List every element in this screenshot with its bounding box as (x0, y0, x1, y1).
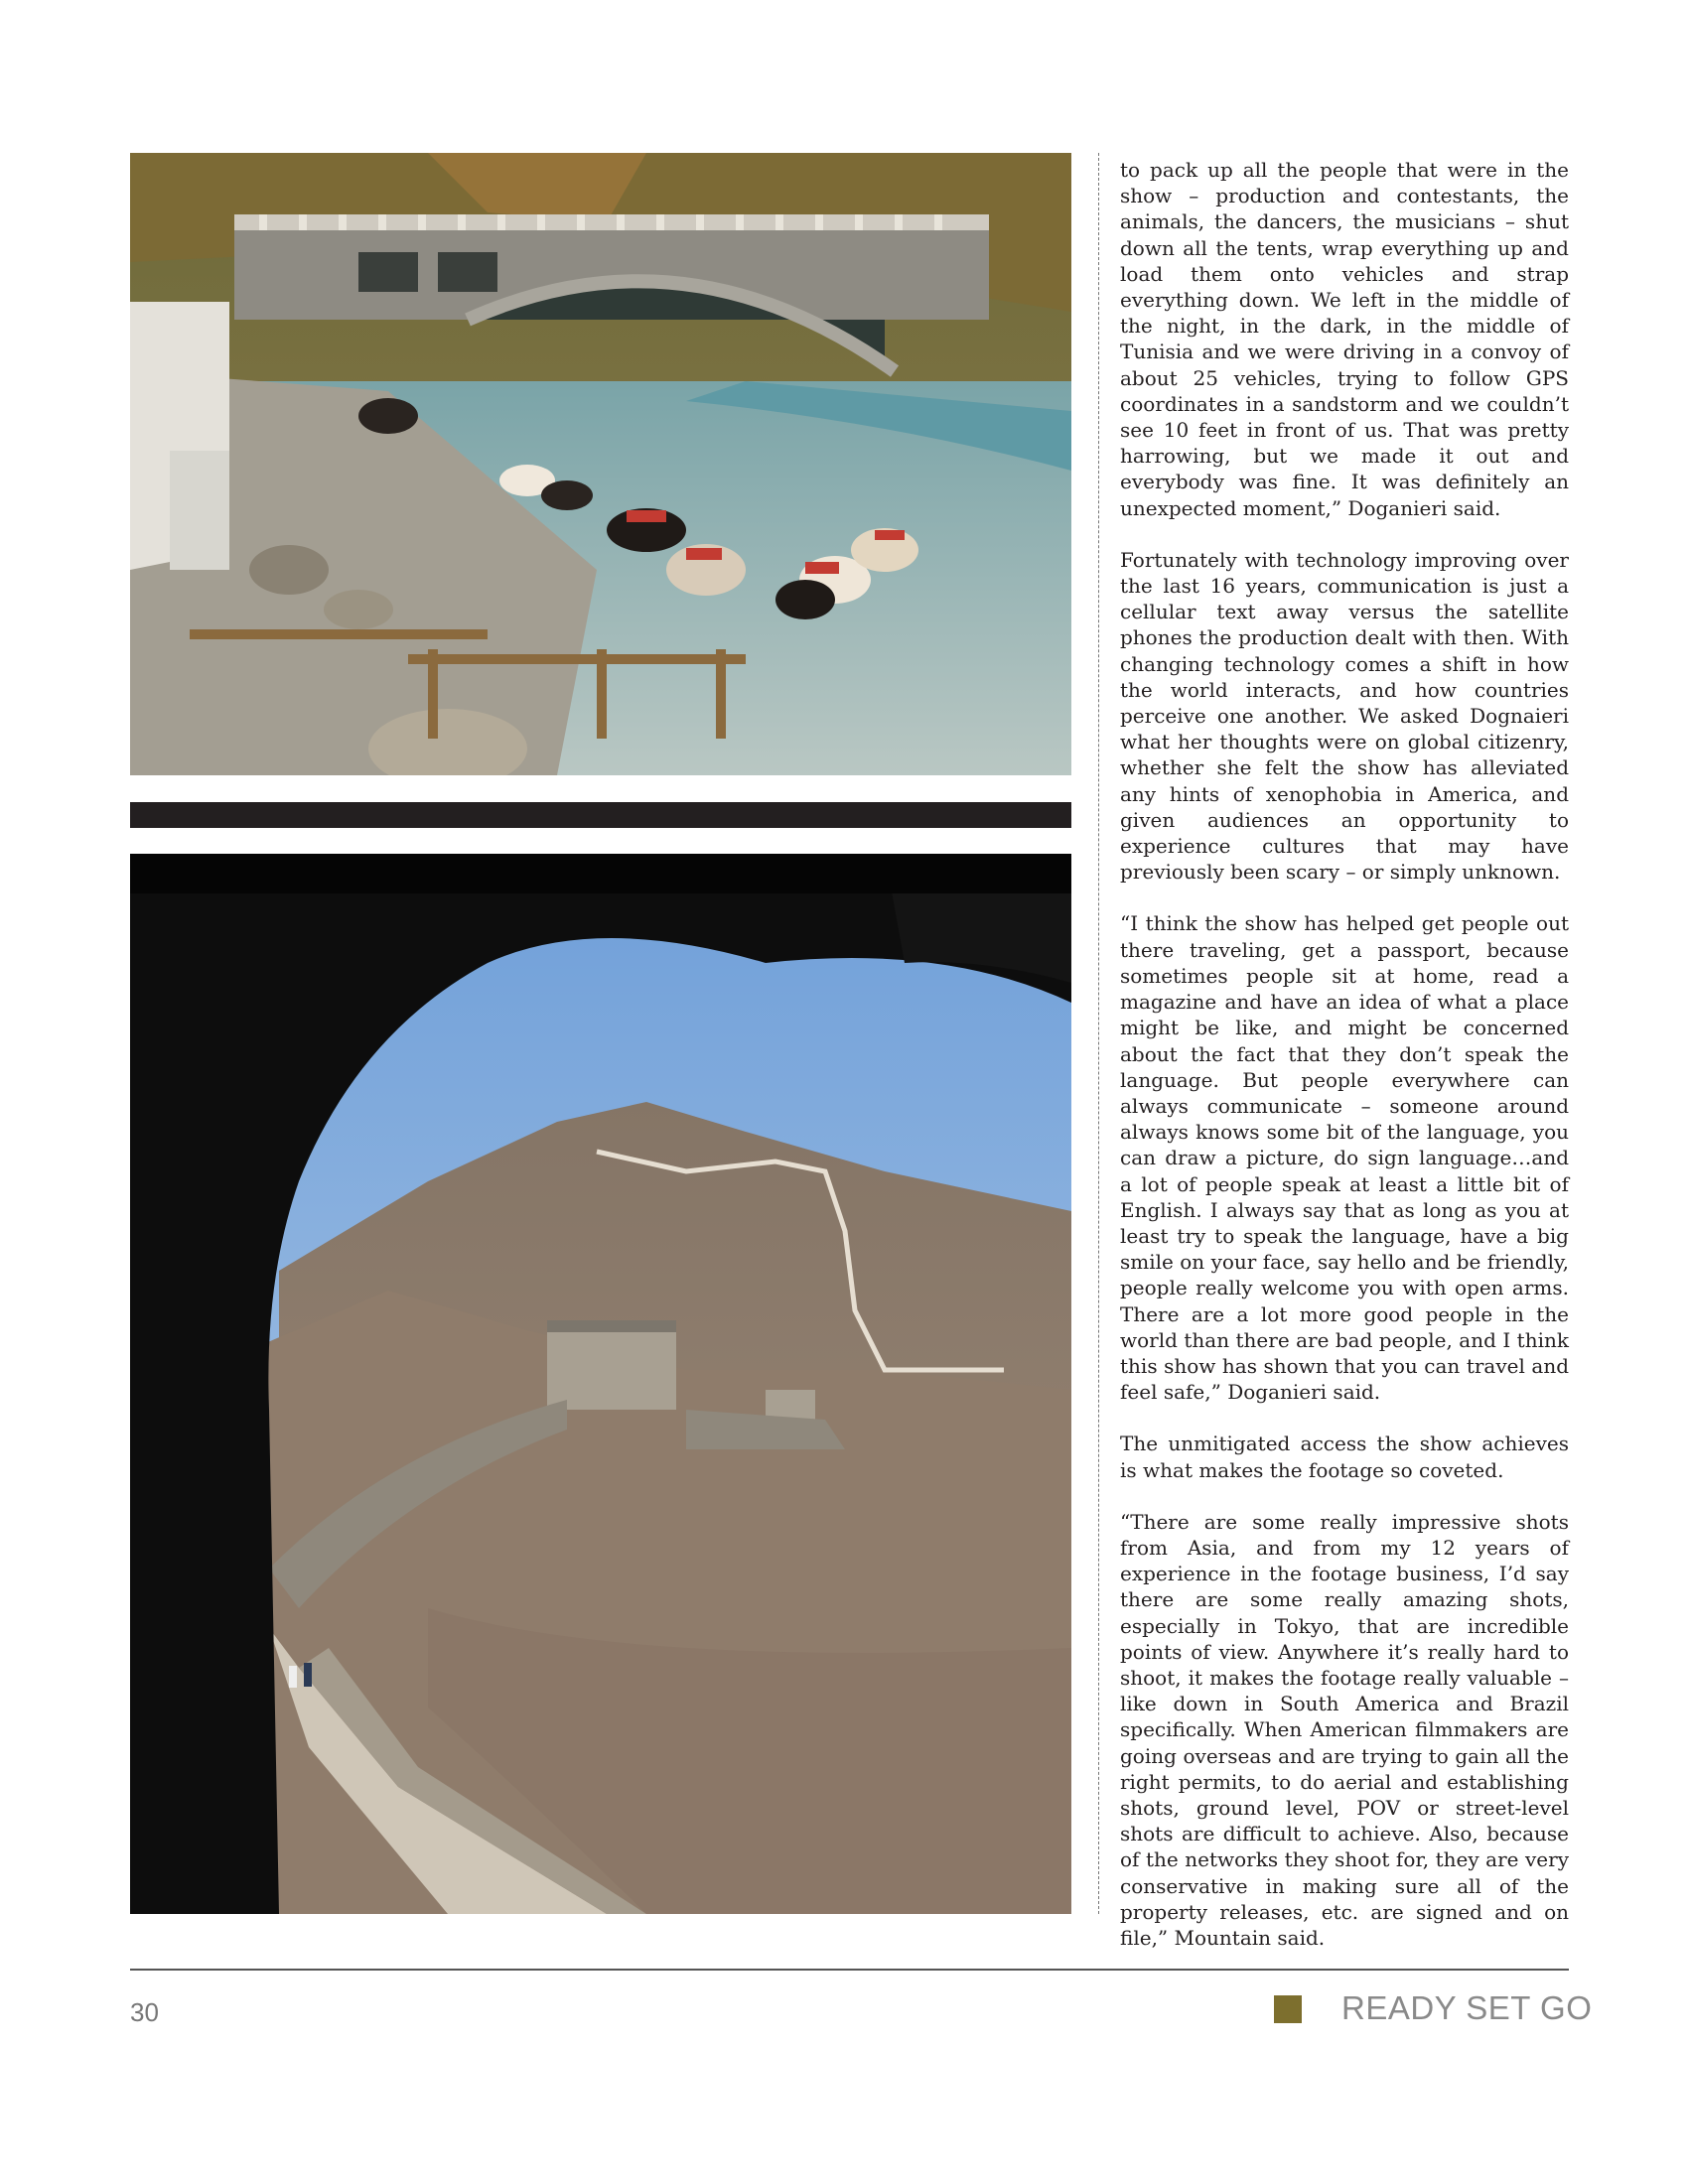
article-paragraph: “There are some really impressive shots from Asia, and from my 12 years of experience in the footage business, I’d say there are some really amazing shots, especially in Tokyo, that are incredible points of view. Anywhere it’s really hard to shoot, it makes the footage really valuable – like down in South America and Brazil specifically. When American filmmakers are going overseas and are trying to gain all the right permits, to do aerial and establishing shots, ground level, POV or street-level shots are difficult to achieve. Also, because of the networks they shoot for, they are very conservative in making sure all of the property releases, etc. are signed and on file,” Mountain said. (1120, 1509, 1569, 1950)
article-paragraph: “I think the show has helped get people out there traveling, get a passport, because sometimes people sit at home, read a magazine and have an idea of what a place might be like, and might be concerned about the fact that they don’t speak the language. But people everywhere can always communicate – someone around always knows some bit of the language, you can draw a picture, do sign language…and a lot of people speak at least a little bit of English. I always say that as long as you at least try to speak the language, have a big smile on your face, say hello and be friendly, people really welcome you with open arms. There are a lot more good people in the world than there are bad people, and I think this show has shown that you can travel and feel safe,” Doganieri said. (1120, 911, 1569, 1405)
article-paragraph: Fortunately with technology improving over the last 16 years, communication is just a cellular text away versus the satellite phones the production dealt with then. With changing technology comes a shift in how the world interacts, and how countries perceive one another. We asked Dognaieri what her thoughts were on global citizenry, whether she felt the show has alleviated any hints of xenophobia in America, and given audiences an opportunity to experience cultures that may have previously been scary – or simply unknown. (1120, 547, 1569, 885)
section-marker-square (1274, 1995, 1302, 2023)
section-title: READY SET GO (1341, 1989, 1593, 2026)
river-bridge-yaks-photo (130, 153, 1071, 775)
article-body (1120, 157, 1569, 1977)
photo-divider-bar (130, 802, 1071, 828)
footer-rule (130, 1969, 1569, 1971)
great-wall-through-arch-photo (130, 854, 1071, 1914)
article-paragraph: to pack up all the people that were in the show – production and contestants, the animals, the dancers, the musicians – shut down all the tents, wrap everything up and load them onto vehicles and strap everything down. We left in the middle of the night, in the dark, in the middle of Tunisia and we were driving in a convoy of about 25 vehicles, trying to follow GPS coordinates in a sandstorm and we couldn’t see 10 feet in front of us. That was pretty harrowing, but we made it out and everybody was fine. It was definitely an unexpected moment,” Doganieri said. (1120, 158, 1569, 520)
article-paragraph: The unmitigated access the show achieves is what makes the footage so coveted. (1120, 1432, 1569, 1482)
page-number: 30 (130, 1997, 159, 2027)
column-divider (1098, 153, 1099, 1914)
